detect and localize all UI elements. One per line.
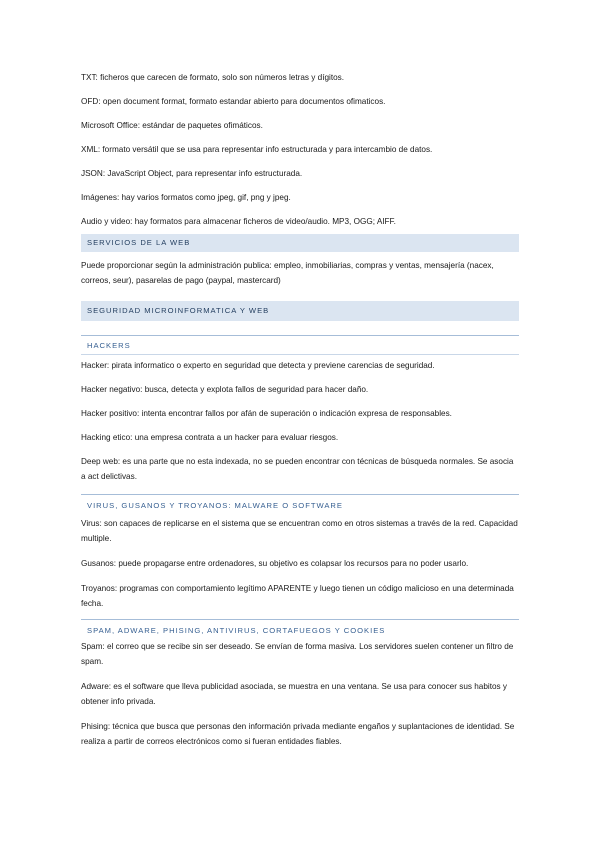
paragraph-txt: TXT: ficheros que carecen de formato, solo son números letras y dígitos. — [81, 73, 345, 82]
paragraph-gusanos: Gusanos: puede propagarse entre ordenadores, su objetivo es colapsar los recursos para no poder usarlo. — [81, 559, 469, 568]
paragraph-hacker: Hacker: pirata informatico o experto en seguridad que detecta y previene carencias de seguridad. — [81, 361, 435, 370]
paragraph-json: JSON: JavaScript Object, para representar info estructurada. — [81, 169, 303, 178]
paragraph-deep-web: Deep web: es una parte que no esta indexada, no se pueden encontrar con técnicas de búsqueda normales. Se asocia a act delictivas. — [81, 457, 514, 481]
paragraph-hacker-positivo: Hacker positivo: intenta encontrar fallos por afán de superación o indicación expresa de responsables. — [81, 409, 452, 418]
paragraph-hacker-negativo: Hacker negativo: busca, detecta y explota fallos de seguridad para hacer daño. — [81, 385, 369, 394]
paragraph-servicios: Puede proporcionar según la administración publica: empleo, inmobiliarias, compras y ventas, mensajería (nacex, correos, seur), pasarelas de pago (paypal, mastercard) — [81, 261, 494, 285]
paragraph-phising: Phising: técnica que busca que personas den información privada mediante engaños y suplantaciones de identidad. Se realiza a partir de correos electrónicos como si fueran entidades fiables. — [81, 722, 515, 746]
document-body — [81, 70, 519, 749]
paragraph-audio-video: Audio y video: hay formatos para almacenar ficheros de video/audio. MP3, OGG; AIFF. — [81, 217, 396, 226]
paragraph-ofd: OFD: open document format, formato estandar abierto para documentos ofimaticos. — [81, 97, 386, 106]
section-rule — [81, 494, 519, 495]
paragraph-imagenes: Imágenes: hay varios formatos como jpeg, gif, png y jpeg. — [81, 193, 291, 202]
heading-spam: SPAM, ADWARE, PHISING, ANTIVIRUS, CORTAFUEGOS Y COOKIES — [87, 626, 386, 635]
paragraph-adware: Adware: es el software que lleva publicidad asociada, se muestra en una ventana. Se usa para conocer sus habitos y obtener info privada. — [81, 682, 508, 706]
heading-virus: VIRUS, GUSANOS Y TROYANOS: MALWARE O SOFTWARE — [87, 501, 343, 510]
paragraph-virus: Virus: son capaces de replicarse en el sistema que se encuentran como en otros sistemas a través de la red. Capacidad multiple. — [81, 519, 518, 543]
subheading-underline — [81, 354, 519, 355]
paragraph-spam: Spam: el correo que se recibe sin ser deseado. Se envían de forma masiva. Los servidores suelen contener un filtro de spam. — [81, 642, 514, 666]
heading-hackers: HACKERS — [87, 341, 131, 350]
paragraph-troyanos: Troyanos: programas con comportamiento legítimo APARENTE y luego tienen un código malicioso en una determinada fecha. — [81, 584, 514, 608]
heading-seguridad: SEGURIDAD MICROINFORMATICA Y WEB — [81, 301, 519, 321]
paragraph-hacking-etico: Hacking etico: una empresa contrata a un hacker para evaluar riesgos. — [81, 433, 339, 442]
heading-servicios-web: SERVICIOS DE LA WEB — [81, 234, 519, 252]
section-rule — [81, 335, 519, 336]
section-rule — [81, 619, 519, 620]
paragraph-microsoft-office: Microsoft Office: estándar de paquetes ofimáticos. — [81, 121, 263, 130]
paragraph-xml: XML: formato versátil que se usa para representar info estructurada y para intercambio de datos. — [81, 145, 433, 154]
